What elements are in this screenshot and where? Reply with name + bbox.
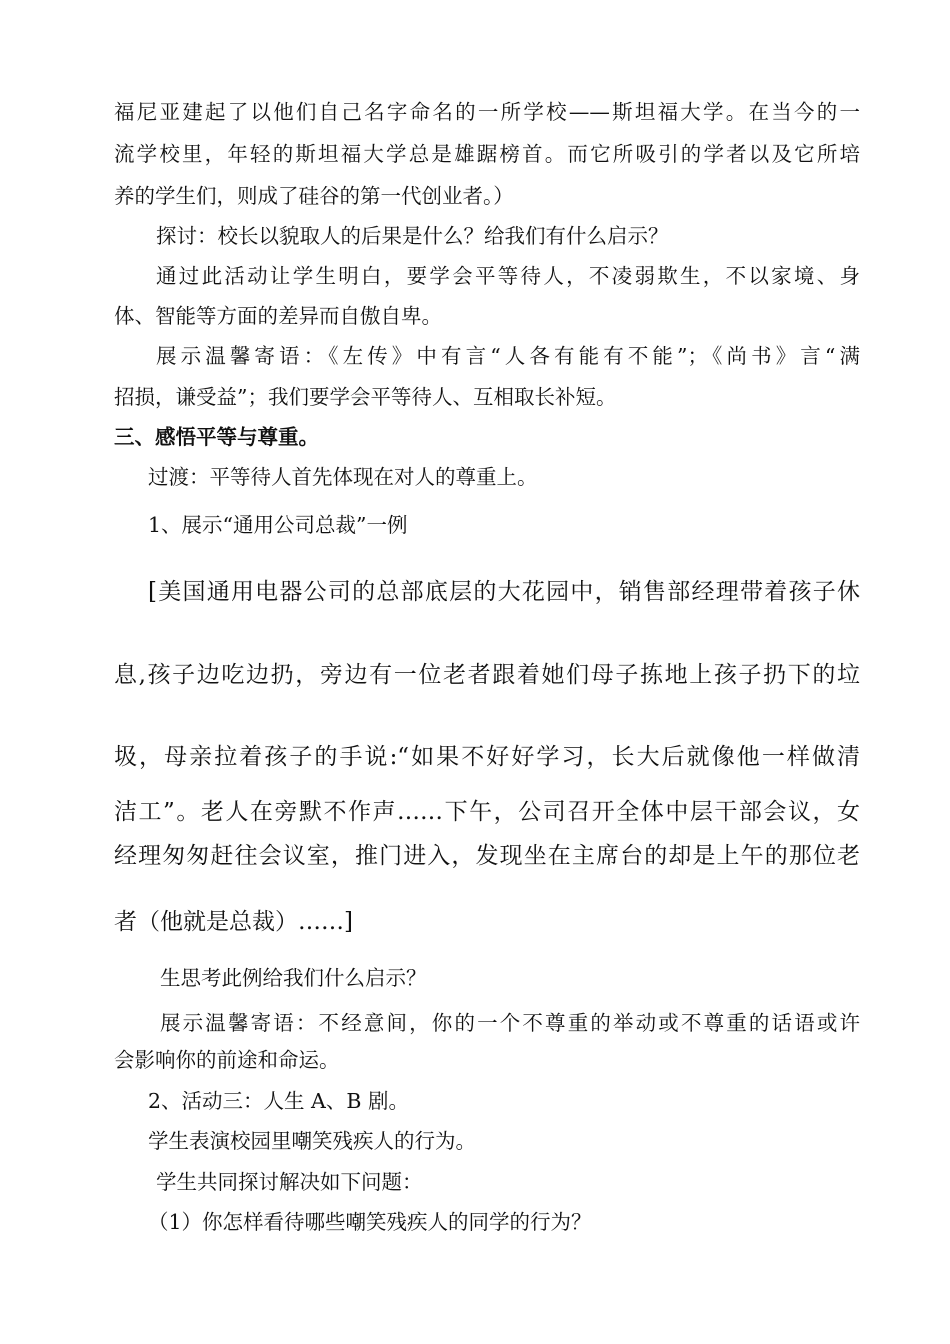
text-line: 探讨：校长以貌取人的后果是什么？给我们有什么启示？ <box>156 224 669 248</box>
text-line: 流学校里，年轻的斯坦福大学总是雄踞榜首。而它所吸引的学者以及它所培 <box>114 142 860 166</box>
text-line: 2、活动三：人生 A、B 剧。 <box>148 1089 409 1113</box>
case-text-line: [美国通用电器公司的总部底层的大花园中，销售部经理带着孩子休 <box>148 579 860 605</box>
text-line: （1）你怎样看待哪些嘲笑残疾人的同学的行为？ <box>148 1210 592 1234</box>
text-line: 体、智能等方面的差异而自傲自卑。 <box>114 304 442 328</box>
text-line: 生思考此例给我们什么启示？ <box>160 966 427 990</box>
case-text-line: 息,孩子边吃边扔，旁边有一位老者跟着她们母子拣地上孩子扔下的垃 <box>114 662 860 688</box>
text-line: 招损，谦受益”；我们要学会平等待人、互相取长补短。 <box>114 385 617 409</box>
text-line: 展示温馨寄语：不经意间，你的一个不尊重的举动或不尊重的话语或许 <box>160 1011 860 1035</box>
text-line: 1、展示“通用公司总裁”一例 <box>148 513 408 537</box>
case-text-line: 者（他就是总裁）……] <box>114 909 353 935</box>
text-line: 展示温馨寄语：《左传》中有言“人各有能有不能”；《尚书》言“满 <box>156 344 860 368</box>
text-line: 学生表演校园里嘲笑残疾人的行为。 <box>148 1129 476 1153</box>
text-line: 学生共同探讨解决如下问题： <box>156 1170 423 1194</box>
text-line: 福尼亚建起了以他们自己名字命名的一所学校——斯坦福大学。在当今的一 <box>114 100 860 124</box>
text-line: 养的学生们，则成了硅谷的第一代创业者。） <box>114 184 514 208</box>
text-line: 会影响你的前途和命运。 <box>114 1048 340 1072</box>
text-line: 通过此活动让学生明白，要学会平等待人，不凌弱欺生，不以家境、身 <box>156 264 860 288</box>
section-heading: 三、感悟平等与尊重。 <box>114 425 319 449</box>
case-text-line: 洁工”。老人在旁默不作声……下午，公司召开全体中层干部会议，女 <box>114 799 860 825</box>
case-text-line: 经理匆匆赶往会议室，推门进入，发现坐在主席台的却是上午的那位老 <box>114 843 860 869</box>
case-text-line: 圾，母亲拉着孩子的手说:“如果不好好学习，长大后就像他一样做清 <box>114 744 860 770</box>
text-line: 过渡：平等待人首先体现在对人的尊重上。 <box>148 465 538 489</box>
